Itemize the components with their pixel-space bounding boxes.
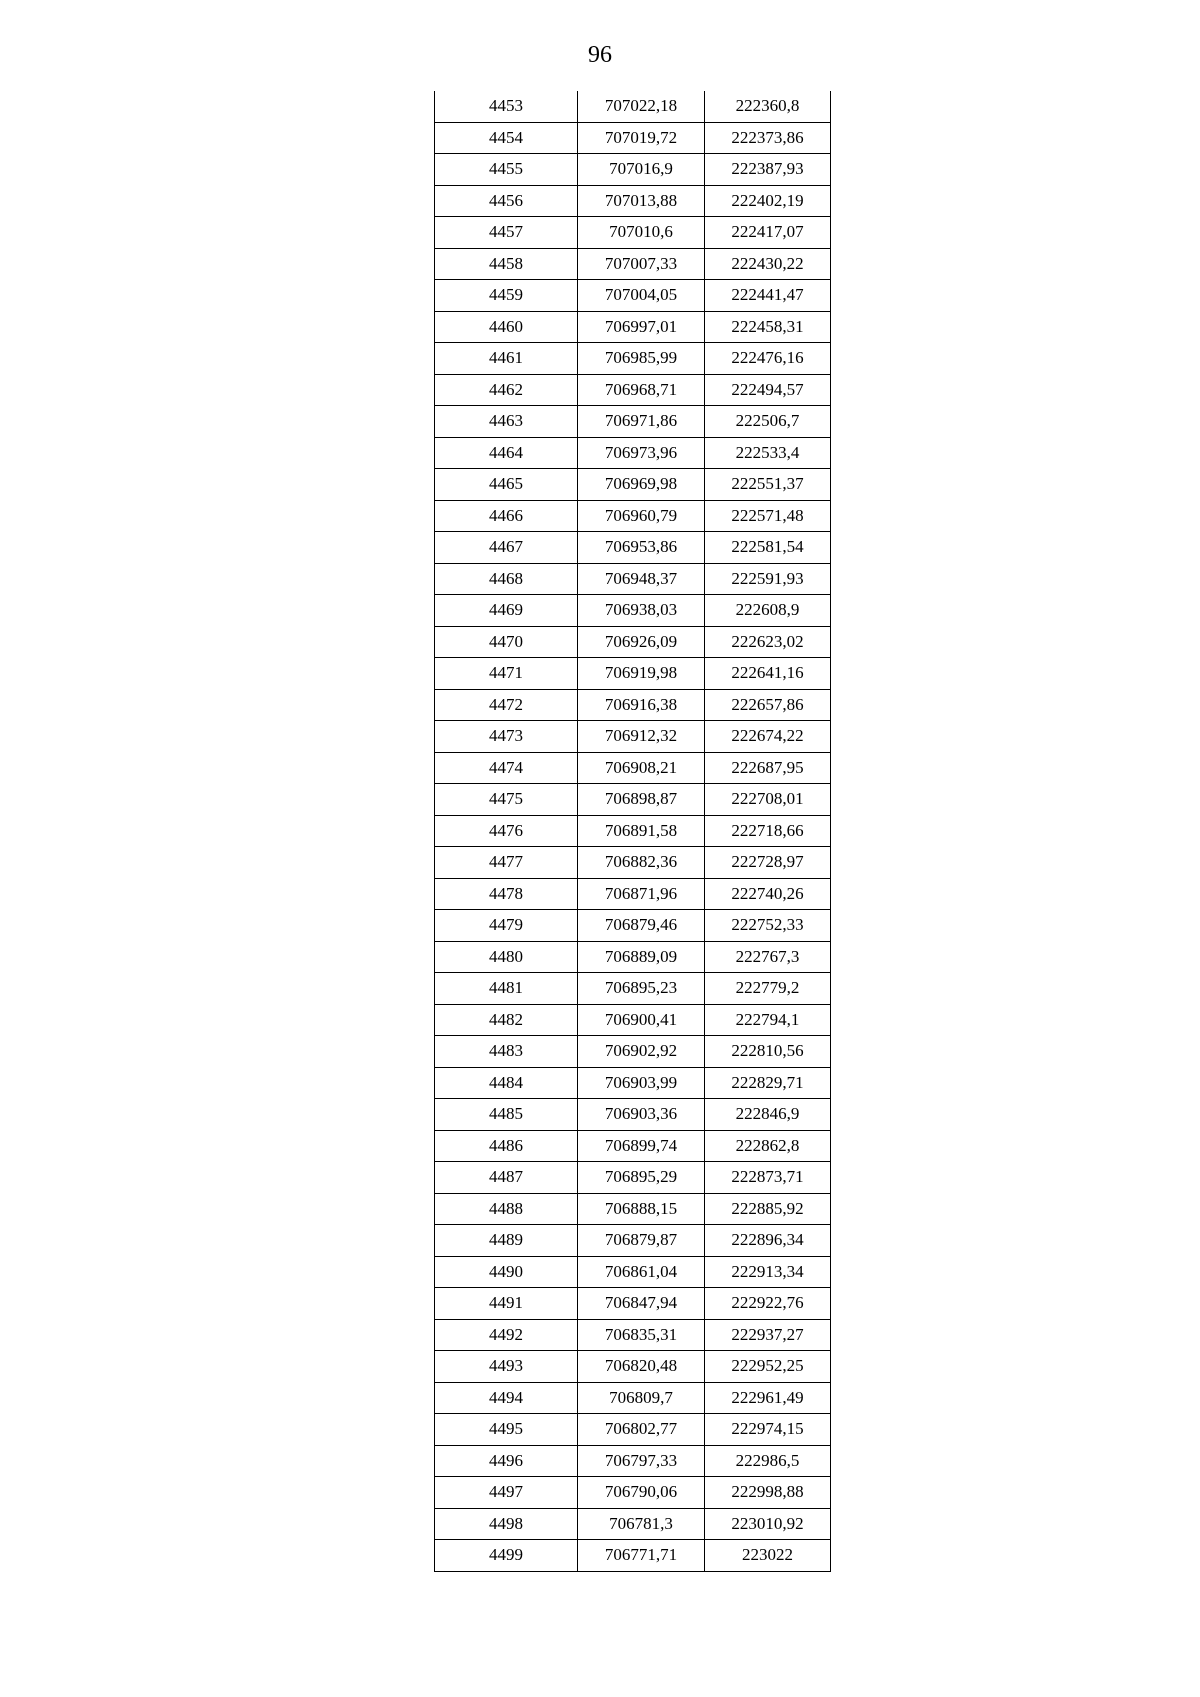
point-number-cell: 4459 [435,280,578,312]
y-coordinate-cell: 222961,49 [705,1382,831,1414]
y-coordinate-cell: 222873,71 [705,1162,831,1194]
point-number-cell: 4483 [435,1036,578,1068]
y-coordinate-cell: 222740,26 [705,878,831,910]
x-coordinate-cell: 706916,38 [578,689,705,721]
point-number-cell: 4460 [435,311,578,343]
x-coordinate-cell: 706938,03 [578,595,705,627]
y-coordinate-cell: 222551,37 [705,469,831,501]
y-coordinate-cell: 222708,01 [705,784,831,816]
x-coordinate-cell: 706888,15 [578,1193,705,1225]
point-number-cell: 4490 [435,1256,578,1288]
table-row [435,1540,831,1572]
y-coordinate-cell: 222794,1 [705,1004,831,1036]
point-number-cell: 4461 [435,343,578,375]
x-coordinate-cell: 706790,06 [578,1477,705,1509]
point-number-cell: 4477 [435,847,578,879]
point-number-cell: 4463 [435,406,578,438]
point-number-cell: 4498 [435,1508,578,1540]
x-coordinate-cell: 706900,41 [578,1004,705,1036]
x-coordinate-cell: 706835,31 [578,1319,705,1351]
y-coordinate-cell: 223022 [705,1540,831,1572]
point-number-cell: 4473 [435,721,578,753]
y-coordinate-cell: 222476,16 [705,343,831,375]
point-number-cell: 4495 [435,1414,578,1446]
point-number-cell: 4464 [435,437,578,469]
table-row [435,721,831,753]
table-row [435,311,831,343]
table-row [435,1193,831,1225]
x-coordinate-cell: 706781,3 [578,1508,705,1540]
table-row [435,563,831,595]
x-coordinate-cell: 706908,21 [578,752,705,784]
y-coordinate-cell: 222387,93 [705,154,831,186]
y-coordinate-cell: 222767,3 [705,941,831,973]
x-coordinate-cell: 706919,98 [578,658,705,690]
y-coordinate-cell: 222937,27 [705,1319,831,1351]
y-coordinate-cell: 222373,86 [705,122,831,154]
table-row [435,815,831,847]
x-coordinate-cell: 706847,94 [578,1288,705,1320]
table-row [435,1004,831,1036]
y-coordinate-cell: 222441,47 [705,280,831,312]
x-coordinate-cell: 706802,77 [578,1414,705,1446]
point-number-cell: 4457 [435,217,578,249]
x-coordinate-cell: 707010,6 [578,217,705,249]
point-number-cell: 4474 [435,752,578,784]
y-coordinate-cell: 222402,19 [705,185,831,217]
table-row [435,1445,831,1477]
point-number-cell: 4486 [435,1130,578,1162]
point-number-cell: 4454 [435,122,578,154]
y-coordinate-cell: 222829,71 [705,1067,831,1099]
table-row [435,941,831,973]
x-coordinate-cell: 706903,99 [578,1067,705,1099]
table-row [435,469,831,501]
y-coordinate-cell: 222810,56 [705,1036,831,1068]
x-coordinate-cell: 706899,74 [578,1130,705,1162]
table-row [435,910,831,942]
y-coordinate-cell: 222952,25 [705,1351,831,1383]
point-number-cell: 4468 [435,563,578,595]
y-coordinate-cell: 222913,34 [705,1256,831,1288]
y-coordinate-cell: 222862,8 [705,1130,831,1162]
x-coordinate-cell: 706912,32 [578,721,705,753]
point-number-cell: 4472 [435,689,578,721]
y-coordinate-cell: 222417,07 [705,217,831,249]
point-number-cell: 4471 [435,658,578,690]
y-coordinate-cell: 222687,95 [705,752,831,784]
table-row [435,1067,831,1099]
point-number-cell: 4493 [435,1351,578,1383]
point-number-cell: 4480 [435,941,578,973]
table-row [435,406,831,438]
coordinates-table [434,91,831,1572]
point-number-cell: 4487 [435,1162,578,1194]
x-coordinate-cell: 706871,96 [578,878,705,910]
point-number-cell: 4462 [435,374,578,406]
x-coordinate-cell: 706926,09 [578,626,705,658]
y-coordinate-cell: 222752,33 [705,910,831,942]
table-row [435,1099,831,1131]
point-number-cell: 4478 [435,878,578,910]
x-coordinate-cell: 706902,92 [578,1036,705,1068]
x-coordinate-cell: 706895,23 [578,973,705,1005]
point-number-cell: 4453 [435,91,578,122]
y-coordinate-cell: 222430,22 [705,248,831,280]
table-row [435,217,831,249]
x-coordinate-cell: 706879,87 [578,1225,705,1257]
y-coordinate-cell: 222896,34 [705,1225,831,1257]
table-row [435,374,831,406]
table-row [435,500,831,532]
table-row [435,1225,831,1257]
x-coordinate-cell: 706891,58 [578,815,705,847]
x-coordinate-cell: 706889,09 [578,941,705,973]
y-coordinate-cell: 222998,88 [705,1477,831,1509]
table-row [435,626,831,658]
table-row [435,91,831,122]
y-coordinate-cell: 222360,8 [705,91,831,122]
point-number-cell: 4466 [435,500,578,532]
y-coordinate-cell: 222458,31 [705,311,831,343]
x-coordinate-cell: 706903,36 [578,1099,705,1131]
x-coordinate-cell: 706969,98 [578,469,705,501]
table-row [435,1382,831,1414]
x-coordinate-cell: 707004,05 [578,280,705,312]
point-number-cell: 4475 [435,784,578,816]
x-coordinate-cell: 706898,87 [578,784,705,816]
y-coordinate-cell: 222728,97 [705,847,831,879]
table-row [435,878,831,910]
table-row [435,248,831,280]
x-coordinate-cell: 707007,33 [578,248,705,280]
x-coordinate-cell: 706882,36 [578,847,705,879]
table-row [435,532,831,564]
y-coordinate-cell: 222674,22 [705,721,831,753]
y-coordinate-cell: 222922,76 [705,1288,831,1320]
point-number-cell: 4476 [435,815,578,847]
x-coordinate-cell: 706973,96 [578,437,705,469]
table-row [435,847,831,879]
point-number-cell: 4489 [435,1225,578,1257]
table-row [435,1130,831,1162]
x-coordinate-cell: 706953,86 [578,532,705,564]
x-coordinate-cell: 706960,79 [578,500,705,532]
y-coordinate-cell: 223010,92 [705,1508,831,1540]
y-coordinate-cell: 222506,7 [705,406,831,438]
y-coordinate-cell: 222623,02 [705,626,831,658]
x-coordinate-cell: 706879,46 [578,910,705,942]
table-row [435,1319,831,1351]
table-row [435,1477,831,1509]
x-coordinate-cell: 706948,37 [578,563,705,595]
y-coordinate-cell: 222608,9 [705,595,831,627]
table-row [435,1036,831,1068]
x-coordinate-cell: 706797,33 [578,1445,705,1477]
x-coordinate-cell: 706997,01 [578,311,705,343]
x-coordinate-cell: 707019,72 [578,122,705,154]
x-coordinate-cell: 706771,71 [578,1540,705,1572]
x-coordinate-cell: 706971,86 [578,406,705,438]
table-row [435,1414,831,1446]
x-coordinate-cell: 706985,99 [578,343,705,375]
table-row [435,1288,831,1320]
page-number: 96 [588,42,612,68]
point-number-cell: 4467 [435,532,578,564]
y-coordinate-cell: 222986,5 [705,1445,831,1477]
point-number-cell: 4455 [435,154,578,186]
point-number-cell: 4491 [435,1288,578,1320]
table-row [435,658,831,690]
x-coordinate-cell: 707016,9 [578,154,705,186]
point-number-cell: 4469 [435,595,578,627]
table-row [435,973,831,1005]
point-number-cell: 4470 [435,626,578,658]
x-coordinate-cell: 707013,88 [578,185,705,217]
y-coordinate-cell: 222591,93 [705,563,831,595]
table-row [435,689,831,721]
point-number-cell: 4482 [435,1004,578,1036]
x-coordinate-cell: 706895,29 [578,1162,705,1194]
table-body [435,91,831,1571]
table-row [435,343,831,375]
y-coordinate-cell: 222718,66 [705,815,831,847]
point-number-cell: 4481 [435,973,578,1005]
table-row [435,784,831,816]
x-coordinate-cell: 706861,04 [578,1256,705,1288]
table-row [435,752,831,784]
point-number-cell: 4465 [435,469,578,501]
point-number-cell: 4492 [435,1319,578,1351]
point-number-cell: 4485 [435,1099,578,1131]
x-coordinate-cell: 707022,18 [578,91,705,122]
table-row [435,1351,831,1383]
table-row [435,1256,831,1288]
point-number-cell: 4484 [435,1067,578,1099]
y-coordinate-cell: 222974,15 [705,1414,831,1446]
x-coordinate-cell: 706820,48 [578,1351,705,1383]
point-number-cell: 4479 [435,910,578,942]
table-row [435,595,831,627]
point-number-cell: 4494 [435,1382,578,1414]
point-number-cell: 4458 [435,248,578,280]
table-row [435,280,831,312]
y-coordinate-cell: 222533,4 [705,437,831,469]
point-number-cell: 4496 [435,1445,578,1477]
x-coordinate-cell: 706968,71 [578,374,705,406]
point-number-cell: 4488 [435,1193,578,1225]
table-row [435,437,831,469]
point-number-cell: 4499 [435,1540,578,1572]
y-coordinate-cell: 222885,92 [705,1193,831,1225]
table-row [435,154,831,186]
y-coordinate-cell: 222657,86 [705,689,831,721]
x-coordinate-cell: 706809,7 [578,1382,705,1414]
point-number-cell: 4456 [435,185,578,217]
y-coordinate-cell: 222494,57 [705,374,831,406]
y-coordinate-cell: 222779,2 [705,973,831,1005]
table-row [435,185,831,217]
y-coordinate-cell: 222571,48 [705,500,831,532]
y-coordinate-cell: 222641,16 [705,658,831,690]
table-row [435,1162,831,1194]
table-row [435,1508,831,1540]
y-coordinate-cell: 222846,9 [705,1099,831,1131]
table-row [435,122,831,154]
point-number-cell: 4497 [435,1477,578,1509]
y-coordinate-cell: 222581,54 [705,532,831,564]
